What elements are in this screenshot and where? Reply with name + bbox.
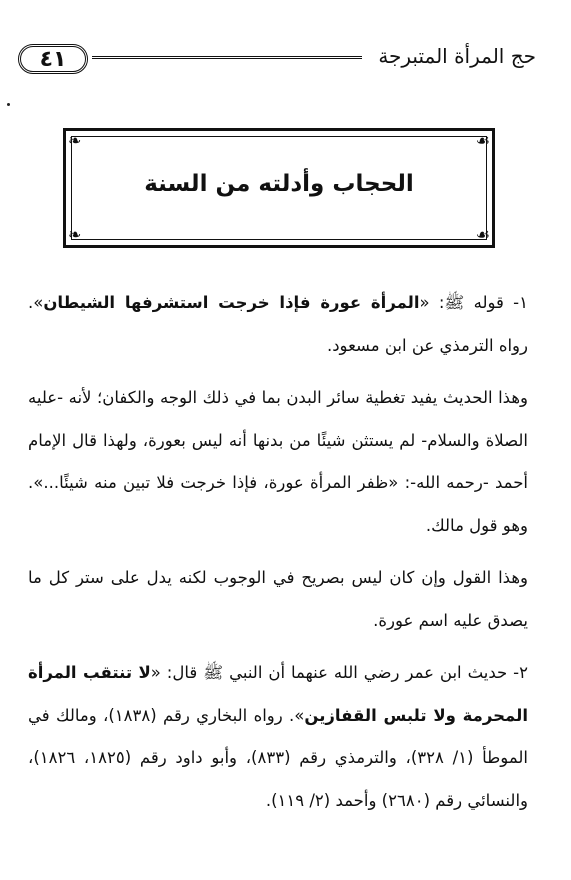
hadith-2-sources: ». رواه البخاري رقم (١٨٣٨)، ومالك في الموطأ (١/ ٣٢٨)، والترمذي رقم (٨٣٣)، وأبو داود رقم (١٨٢٥، ١٨٢٦)، والنسائي رقم (٢٦٨٠) وأحمد (٢/ ١١٩). — [28, 705, 528, 810]
stray-dot — [7, 103, 10, 106]
chapter-title: الحجاب وأدلته من السنة — [144, 171, 414, 197]
page-header — [18, 42, 536, 78]
hadith-2-intro: ٢- حديث ابن عمر رضي الله عنهما أن النبي ﷺ قال: « — [150, 663, 528, 682]
corner-ornament-icon: ❧ — [68, 131, 82, 150]
header-rule — [92, 56, 362, 59]
paragraph-hadith-1 — [28, 282, 528, 367]
page-number: ٤١ — [18, 44, 88, 74]
corner-ornament-icon: ❧ — [68, 225, 82, 244]
corner-ornament-icon: ☙ — [475, 225, 490, 244]
hadith-1-intro: ١- قوله ﷺ: « — [419, 293, 528, 312]
running-title: حج المرأة المتبرجة — [378, 44, 536, 68]
paragraph-conclusion: وهذا القول وإن كان ليس بصريح في الوجوب لكنه يدل على ستر كل ما يصدق عليه اسم عورة. — [28, 568, 528, 630]
chapter-title-frame — [63, 128, 495, 248]
corner-ornament-icon: ☙ — [475, 131, 490, 150]
hadith-1-source: ». رواه الترمذي عن ابن مسعود. — [28, 293, 528, 355]
hadith-2-quote: لا تنتقب المرأة المحرمة ولا تلبس القفازين — [28, 663, 528, 725]
paragraph-commentary: وهذا الحديث يفيد تغطية سائر البدن بما في ذلك الوجه والكفان؛ لأنه -عليه الصلاة والسلام- لم يستثن شيئًا من بدنها أنه ليس بعورة، ولهذا قال الإمام أحمد -رحمه الله-: «ظفر المرأة عورة، فإذا خرجت فلا تبين منه شيئًا...». وهو قول مالك. — [28, 388, 528, 535]
paragraph-hadith-2 — [28, 652, 528, 822]
body-text — [28, 282, 528, 822]
hadith-1-quote: المرأة عورة فإذا خرجت استشرفها الشيطان — [43, 293, 420, 312]
